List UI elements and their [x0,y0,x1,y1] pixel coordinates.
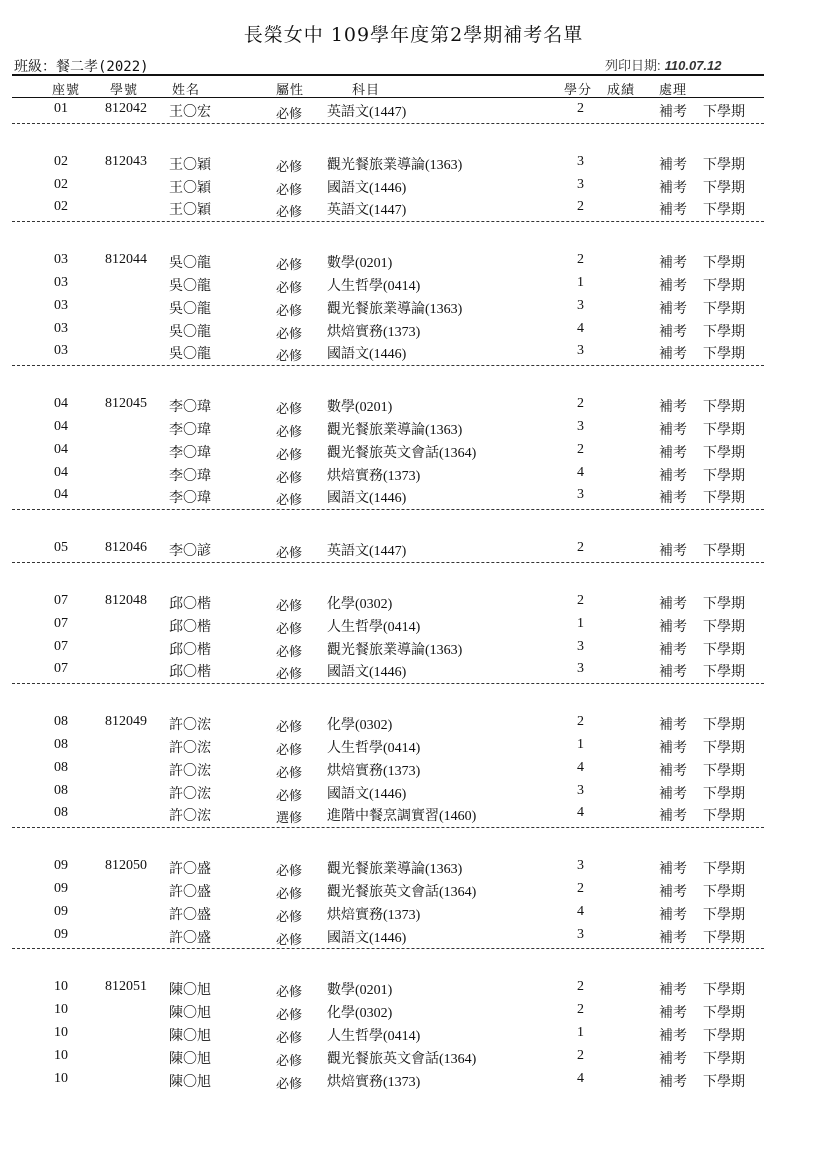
credits: 4 [577,320,584,336]
student-id: 812049 [105,714,147,730]
process-action: 補考 [659,490,687,507]
student-name: 邱〇楷 [169,664,211,681]
credits: 2 [577,441,584,457]
credits: 1 [577,275,584,290]
term: 下學期 [703,861,745,878]
process-action: 補考 [659,156,687,173]
credits: 1 [577,1025,584,1040]
process-action: 補考 [659,861,687,878]
student-id: 812042 [105,101,147,116]
process-action: 補考 [659,255,687,272]
term: 下學期 [703,1050,745,1067]
term: 下學期 [703,618,745,635]
table-row [0,197,827,219]
process-action: 補考 [659,422,687,438]
student-name: 許〇浤 [169,717,211,734]
col-header-process: 處理 [659,83,688,98]
course-type: 必修 [276,1008,303,1024]
student-name: 陳〇旭 [169,1050,211,1067]
subject-name: 化學(0302) [327,1006,393,1022]
table-row [0,803,827,825]
subject-name: 國語文(1446) [327,347,407,363]
course-type: 必修 [276,720,303,736]
student-name: 陳〇旭 [169,1073,211,1090]
credits: 1 [577,615,584,631]
course-type: 必修 [276,667,303,683]
student-name: 吳〇龍 [169,300,211,317]
student-name: 李〇瑋 [169,467,211,484]
group-separator [12,221,764,222]
term: 下學期 [703,596,745,612]
credits: 3 [577,926,584,942]
credits: 3 [577,782,584,798]
seat-number: 03 [54,275,68,290]
course-type: 必修 [276,644,303,660]
table-row [0,296,827,318]
table-row [0,1069,827,1091]
group-separator [12,948,764,949]
student-name: 陳〇旭 [169,1005,211,1022]
table-row [0,341,827,363]
course-type: 必修 [276,303,303,319]
credits: 3 [577,176,584,192]
student-id: 812050 [105,858,147,874]
seat-number: 10 [54,1047,68,1063]
course-type: 必修 [276,546,303,562]
subject-name: 英語文(1447) [327,544,407,560]
credits: 2 [577,1047,584,1063]
subject-name: 烘焙實務(1373) [327,763,421,779]
student-name: 吳〇龍 [169,278,211,294]
header-top-rule [12,74,764,76]
term: 下學期 [703,785,745,802]
credits: 2 [577,252,584,268]
subject-name: 觀光餐旅業導論(1363) [327,423,463,438]
table-row [0,1023,827,1045]
course-type: 必修 [276,932,303,948]
course-type: 必修 [276,493,303,509]
credits: 3 [577,487,584,503]
table-row [0,637,827,659]
credits: 2 [577,396,584,412]
student-name: 吳〇龍 [169,346,211,363]
subject-name: 觀光餐旅業導論(1363) [327,157,463,173]
student-name: 邱〇楷 [169,618,211,635]
process-action: 補考 [659,323,687,340]
course-type: 必修 [276,159,303,175]
subject-name: 進階中餐烹調實習(1460) [327,809,477,825]
process-action: 補考 [659,467,687,484]
subject-name: 數學(0201) [327,256,393,272]
course-type: 必修 [276,909,303,925]
process-action: 補考 [659,762,687,779]
group-separator [12,562,764,563]
seat-number: 10 [54,979,68,995]
table-row [0,463,827,485]
credits: 2 [577,881,584,896]
credits: 3 [577,638,584,654]
table-row [0,614,827,636]
seat-number: 03 [54,252,68,268]
course-type: 必修 [276,887,303,902]
seat-number: 09 [54,881,68,896]
process-action: 補考 [659,884,687,900]
student-id: 812051 [105,979,147,995]
student-name: 吳〇龍 [169,255,211,272]
group-separator [12,683,764,684]
credits: 4 [577,1070,584,1086]
term: 下學期 [703,717,745,734]
subject-name: 數學(0201) [327,400,393,416]
course-type: 必修 [276,599,303,614]
course-type: 必修 [276,1031,303,1046]
process-action: 補考 [659,596,687,612]
seat-number: 03 [54,343,68,359]
course-type: 選修 [276,811,303,827]
student-name: 吳〇龍 [169,323,211,340]
term: 下學期 [703,641,745,658]
table-row [0,856,827,878]
subject-name: 烘焙實務(1373) [327,324,421,340]
table-row [0,879,827,901]
header-bottom-rule [12,97,764,98]
term: 下學期 [703,1005,745,1022]
process-action: 補考 [659,399,687,416]
credits: 3 [577,297,584,313]
subject-name: 國語文(1446) [327,665,407,681]
credits: 2 [577,979,584,995]
term: 下學期 [703,884,745,900]
process-action: 補考 [659,740,687,756]
subject-name: 國語文(1446) [327,786,407,802]
student-name: 李〇瑋 [169,490,211,507]
seat-number: 07 [54,593,68,608]
process-action: 補考 [659,202,687,219]
term: 下學期 [703,1028,745,1044]
term: 下學期 [703,1073,745,1090]
subject-name: 國語文(1446) [327,491,407,507]
process-action: 補考 [659,906,687,923]
seat-number: 09 [54,858,68,874]
seat-number: 08 [54,805,68,821]
student-name: 許〇浤 [169,785,211,802]
subject-name: 觀光餐旅英文會話(1364) [327,1051,477,1067]
process-action: 補考 [659,179,687,196]
process-action: 補考 [659,641,687,658]
term: 下學期 [703,346,745,363]
seat-number: 03 [54,320,68,336]
table-row [0,591,827,613]
process-action: 補考 [659,543,687,560]
table-row [0,99,827,121]
student-name: 許〇浤 [169,808,211,825]
seat-number: 10 [54,1025,68,1040]
credits: 2 [577,1002,584,1018]
course-type: 必修 [276,349,303,365]
seat-number: 10 [54,1002,68,1018]
term: 下學期 [703,399,745,416]
table-row [0,925,827,947]
credits: 4 [577,759,584,775]
subject-name: 國語文(1446) [327,180,407,196]
group-separator [12,509,764,510]
seat-number: 08 [54,714,68,730]
process-action: 補考 [659,300,687,317]
term: 下學期 [703,543,745,560]
course-type: 必修 [276,470,303,486]
course-type: 必修 [276,258,303,274]
subject-name: 英語文(1447) [327,105,407,120]
course-type: 必修 [276,765,303,781]
seat-number: 04 [54,419,68,434]
seat-number: 05 [54,540,68,556]
seat-number: 09 [54,926,68,942]
course-type: 必修 [276,1076,303,1092]
subject-name: 觀光餐旅業導論(1363) [327,642,463,658]
subject-name: 觀光餐旅業導論(1363) [327,862,463,878]
course-type: 必修 [276,425,303,440]
group-separator [12,365,764,366]
student-id: 812048 [105,593,147,608]
course-type: 必修 [276,743,303,758]
student-name: 王〇穎 [169,179,211,196]
term: 下學期 [703,278,745,294]
student-id: 812044 [105,252,147,268]
term: 下學期 [703,906,745,923]
course-type: 必修 [276,621,303,637]
table-row [0,417,827,439]
seat-number: 10 [54,1070,68,1086]
student-name: 許〇盛 [169,861,211,878]
course-type: 必修 [276,985,303,1001]
student-name: 許〇盛 [169,929,211,946]
student-name: 邱〇楷 [169,596,211,612]
credits: 4 [577,805,584,821]
student-name: 李〇瑋 [169,399,211,416]
col-header-seat: 座號 [52,83,81,98]
table-row [0,485,827,507]
term: 下學期 [703,202,745,219]
process-action: 補考 [659,1005,687,1022]
process-action: 補考 [659,346,687,363]
table-row [0,1046,827,1068]
seat-number: 04 [54,487,68,503]
table-row [0,712,827,734]
course-type: 必修 [276,447,303,463]
credits: 4 [577,464,584,480]
group-separator [12,123,764,124]
credits: 4 [577,903,584,919]
seat-number: 08 [54,737,68,752]
course-type: 必修 [276,402,303,418]
term: 下學期 [703,422,745,438]
process-action: 補考 [659,1073,687,1090]
term: 下學期 [703,300,745,317]
student-id: 812043 [105,153,147,169]
student-name: 王〇宏 [169,104,211,120]
subject-name: 人生哲學(0414) [327,741,421,756]
credits: 3 [577,419,584,434]
term: 下學期 [703,444,745,461]
col-header-score: 成績 [607,83,636,98]
student-name: 陳〇旭 [169,982,211,999]
table-row [0,781,827,803]
term: 下學期 [703,762,745,779]
group-separator [12,827,764,828]
seat-number: 07 [54,615,68,631]
credits: 3 [577,343,584,359]
subject-name: 烘焙實務(1373) [327,1074,421,1090]
credits: 2 [577,540,584,556]
credits: 2 [577,199,584,215]
seat-number: 08 [54,782,68,798]
subject-name: 人生哲學(0414) [327,279,421,294]
table-row [0,319,827,341]
col-header-subject: 科目 [352,83,381,98]
print-date-label: 列印日期: [605,58,661,73]
seat-number: 02 [54,199,68,215]
term: 下學期 [703,982,745,999]
subject-name: 英語文(1447) [327,203,407,219]
page-title: 長榮女中 109學年度第2學期補考名單 [243,24,584,46]
term: 下學期 [703,104,745,120]
seat-number: 07 [54,661,68,677]
process-action: 補考 [659,278,687,294]
student-id: 812045 [105,396,147,412]
credits: 2 [577,101,584,116]
process-action: 補考 [659,717,687,734]
seat-number: 01 [54,101,68,116]
course-type: 必修 [276,107,303,122]
seat-number: 02 [54,176,68,192]
process-action: 補考 [659,1050,687,1067]
student-name: 邱〇楷 [169,641,211,658]
col-header-credits: 學分 [564,83,593,98]
credits: 1 [577,737,584,752]
student-name: 李〇諺 [169,543,211,560]
student-id: 812046 [105,540,147,556]
process-action: 補考 [659,664,687,681]
student-name: 陳〇旭 [169,1028,211,1044]
seat-number: 04 [54,396,68,412]
course-type: 必修 [276,182,303,198]
table-row [0,977,827,999]
table-row [0,250,827,272]
term: 下學期 [703,929,745,946]
table-row [0,659,827,681]
subject-name: 觀光餐旅業導論(1363) [327,301,463,317]
process-action: 補考 [659,618,687,635]
term: 下學期 [703,664,745,681]
seat-number: 07 [54,638,68,654]
subject-name: 數學(0201) [327,983,393,999]
student-name: 許〇盛 [169,906,211,923]
subject-name: 觀光餐旅英文會話(1364) [327,885,477,900]
col-header-student-id: 學號 [110,83,139,98]
subject-name: 人生哲學(0414) [327,1029,421,1044]
credits: 3 [577,153,584,169]
course-type: 必修 [276,326,303,342]
subject-name: 烘焙實務(1373) [327,468,421,484]
print-date-value: 110.07.12 [664,58,722,73]
table-row [0,538,827,560]
subject-name: 人生哲學(0414) [327,619,421,635]
process-action: 補考 [659,444,687,461]
seat-number: 04 [54,464,68,480]
student-name: 許〇浤 [169,762,211,779]
seat-number: 04 [54,441,68,457]
course-type: 必修 [276,281,303,296]
table-row [0,175,827,197]
table-row [0,273,827,295]
seat-number: 03 [54,297,68,313]
course-type: 必修 [276,864,303,880]
credits: 3 [577,858,584,874]
course-type: 必修 [276,205,303,221]
student-name: 王〇穎 [169,202,211,219]
subject-name: 化學(0302) [327,597,393,612]
table-row [0,902,827,924]
table-row [0,394,827,416]
process-action: 補考 [659,929,687,946]
student-name: 許〇浤 [169,740,211,756]
subject-name: 化學(0302) [327,718,393,734]
term: 下學期 [703,255,745,272]
table-row [0,152,827,174]
seat-number: 09 [54,903,68,919]
term: 下學期 [703,467,745,484]
seat-number: 02 [54,153,68,169]
subject-name: 烘焙實務(1373) [327,907,421,923]
credits: 2 [577,593,584,608]
student-name: 李〇瑋 [169,422,211,438]
credits: 2 [577,714,584,730]
table-row [0,1000,827,1022]
table-row [0,735,827,757]
term: 下學期 [703,156,745,173]
term: 下學期 [703,740,745,756]
course-type: 必修 [276,1053,303,1069]
process-action: 補考 [659,104,687,120]
table-row [0,440,827,462]
student-name: 許〇盛 [169,884,211,900]
term: 下學期 [703,490,745,507]
subject-name: 觀光餐旅英文會話(1364) [327,445,477,461]
subject-name: 國語文(1446) [327,930,407,946]
class-label: 班級：餐二孝(2022) [14,59,149,75]
course-type: 必修 [276,788,303,804]
table-row [0,758,827,780]
process-action: 補考 [659,808,687,825]
print-date [605,55,722,74]
process-action: 補考 [659,982,687,999]
student-name: 王〇穎 [169,156,211,173]
process-action: 補考 [659,785,687,802]
student-name: 李〇瑋 [169,444,211,461]
credits: 3 [577,661,584,677]
process-action: 補考 [659,1028,687,1044]
term: 下學期 [703,179,745,196]
col-header-type: 屬性 [276,83,305,98]
term: 下學期 [703,808,745,825]
term: 下學期 [703,323,745,340]
col-header-name: 姓名 [172,83,201,98]
seat-number: 08 [54,759,68,775]
